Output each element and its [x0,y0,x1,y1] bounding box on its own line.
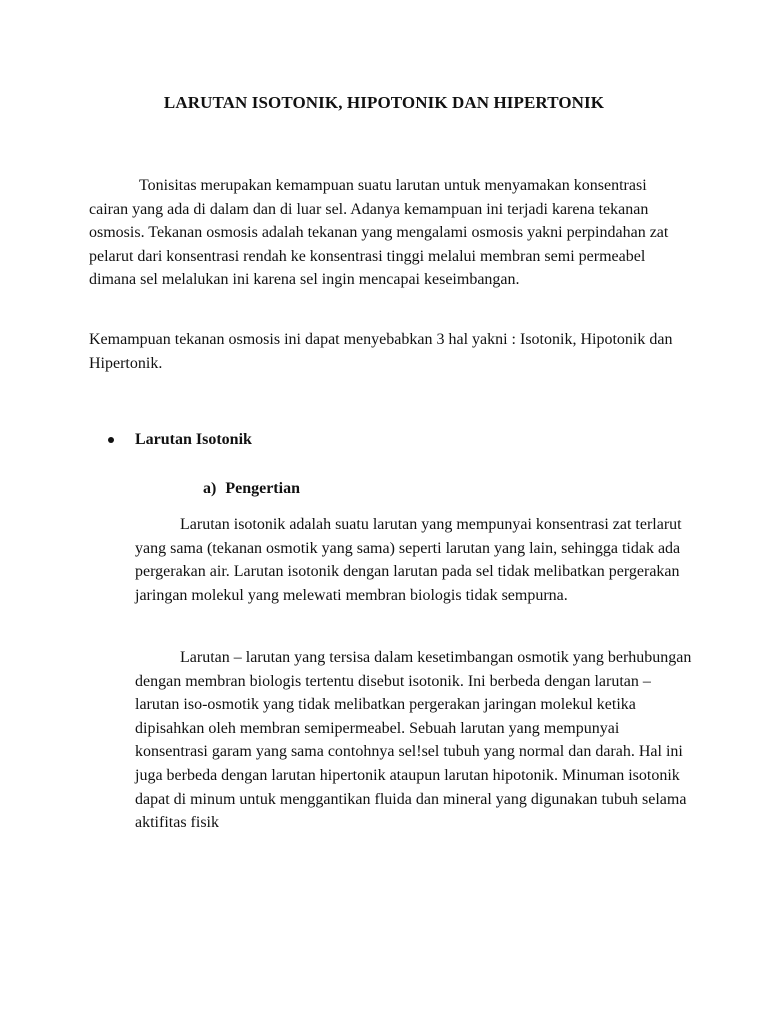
subsection-marker: a) [203,480,217,497]
section-heading: Larutan Isotonik [135,431,252,448]
body-paragraph: Larutan – larutan yang tersisa dalam kesetimbangan osmotik yang berhubungan dengan membran biologis tertentu disebut isotonik. Ini berbeda dengan larutan – larutan iso-osmotik yang tidak melibatkan pergerakan jaringan molekul ketika dipisahkan oleh membran semipermeabel. Sebuah larutan yang mempunyai konsentrasi garam yang sama contohnya sel!sel tubuh yang normal dan darah. Hal ini juga berbeda dengan larutan hipertonik ataupun larutan hipotonik. Minuman isotonik dapat di minum untuk menggantikan fluida dan mineral yang digunakan tubuh selama aktifitas fisik [135,649,692,832]
bullet-icon [108,437,114,443]
second-paragraph: Kemampuan tekanan osmosis ini dapat menyebabkan 3 hal yakni : Isotonik, Hipotonik dan Hipertonik. [89,331,673,372]
subsection-heading: Pengertian [225,480,300,497]
section-heading-row [108,428,252,451]
document-title: LARUTAN ISOTONIK, HIPOTONIK DAN HIPERTONIK [163,93,605,112]
body-paragraph: Larutan isotonik adalah suatu larutan yang mempunyai konsentrasi zat terlarut yang sama (tekanan osmotik yang sama) seperti larutan yang lain, sehingga tidak ada pergerakan air. Larutan isotonik dengan larutan pada sel tidak melibatkan pergerakan jaringan molekul yang melewati membran biologis tidak sempurna. [135,516,682,604]
subsection-heading-row [203,477,300,500]
intro-paragraph: Tonisitas merupakan kemampuan suatu larutan untuk menyamakan konsentrasi cairan yang ada di dalam dan di luar sel. Adanya kemampuan ini terjadi karena tekanan osmosis. Tekanan osmosis adalah tekanan yang mengalami osmosis yakni perpindahan zat pelarut dari konsentrasi rendah ke konsentrasi tinggi melalui membran semi permeabel dimana sel melalukan ini karena sel ingin mencapai keseimbangan. [89,177,669,289]
